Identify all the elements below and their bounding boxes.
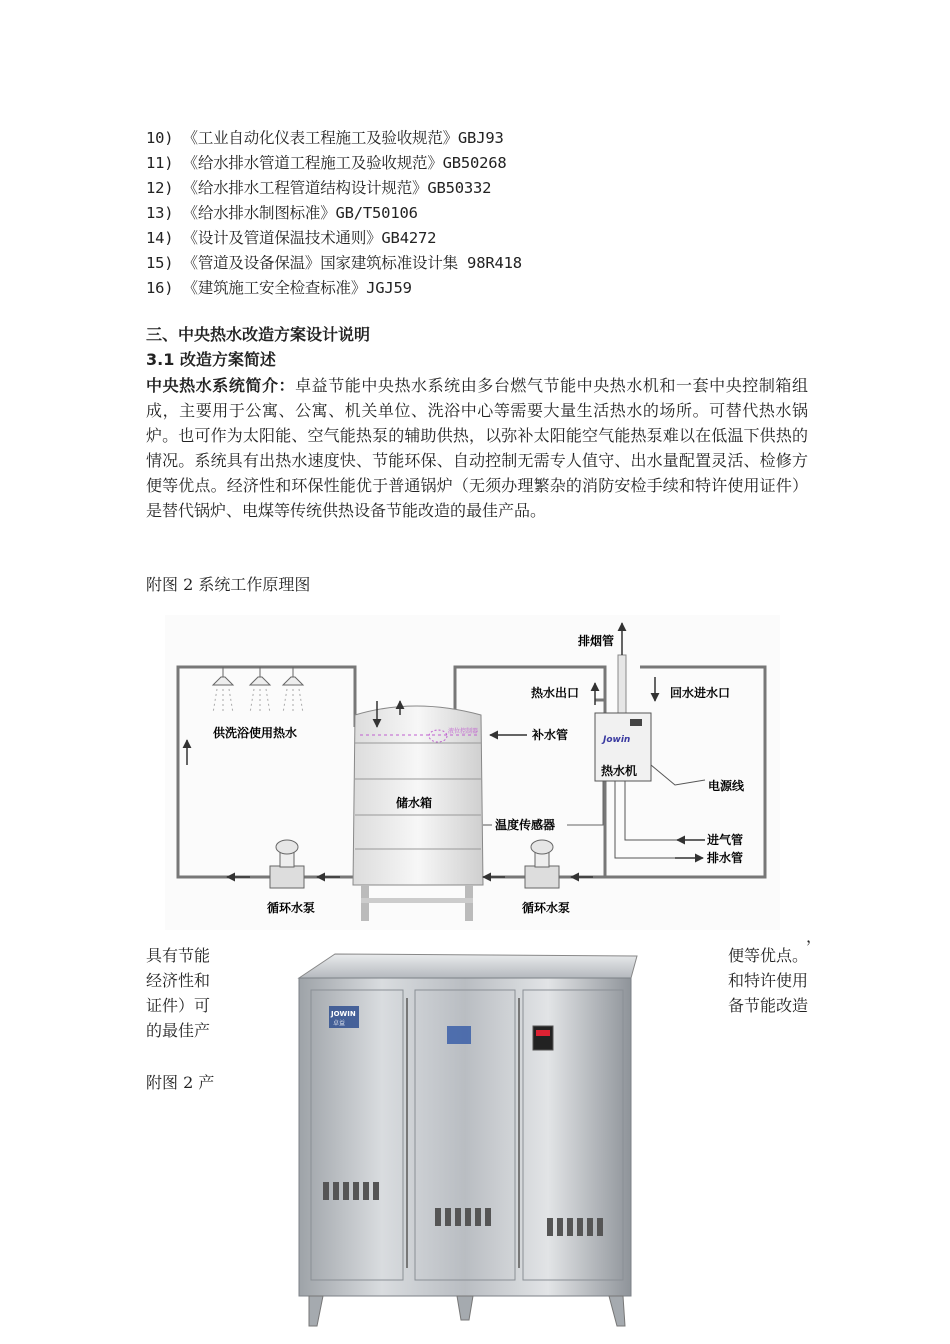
control-display (533, 1026, 553, 1050)
reference-list (146, 126, 522, 301)
para2-line4-left: 的最佳产 (146, 1021, 211, 1040)
subsection-title: 3.1 改造方案简述 (146, 350, 276, 369)
diagram-label-drain: 排水管 (707, 851, 744, 865)
reference-item: 11) 《给水排水管道工程施工及验收规范》GB50268 (146, 154, 507, 172)
diagram-label-level: 液位控制器 (448, 728, 479, 735)
para2-line3-left: 证件）可 (146, 996, 211, 1015)
reference-item: 13) 《给水排水制图标准》GB/T50106 (146, 204, 418, 222)
reference-item: 12) 《给水排水工程管道结构设计规范》GB50332 (146, 179, 492, 197)
section-title: 三、中央热水改造方案设计说明 (146, 325, 371, 344)
diagram-label-power: 电源线 (708, 779, 745, 793)
diagram-label-tank: 储水箱 (396, 796, 433, 810)
diagram-label-exhaust: 排烟管 (578, 634, 615, 648)
para2-line1-left: 具有节能 (146, 946, 211, 965)
diagram-label-gas: 进气管 (707, 833, 744, 847)
reference-item: 16) 《建筑施工安全检查标准》JGJ59 (146, 279, 412, 297)
diagram-label-sensor: 温度传感器 (495, 818, 556, 832)
diagram-label-pump-left: 循环水泵 (267, 901, 316, 915)
diagram-label-makeup: 补水管 (532, 728, 569, 742)
system-diagram (165, 615, 780, 930)
figure2-caption: 附图 2 产 (146, 1073, 215, 1092)
intro-body: 卓益节能中央热水系统由多台燃气节能中央热水机和一套中央控制箱组成，主要用于公寓、公寓、机关单位、洗浴中心等需要大量生活热水的场所。可替代热水锅炉。也可作为太阳能、空气能热泵的辅助供热，以弥补太阳能空气能热泵难以在低温下供热的情况。系统具有出热水速度快、节能环保、自动控制无需专人值守、出水量配置灵活、检修方便等优点。经济性和环保性能优于普通锅炉（无须办理繁杂的消防安检手续和特许使用证件）是替代锅炉、电煤等传统供热设备节能改造的最佳产品。 (146, 376, 808, 520)
diagram-label-hot-out: 热水出口 (531, 686, 580, 700)
diagram-label-pump-right: 循环水泵 (522, 901, 571, 915)
reference-item: 10) 《工业自动化仪表工程施工及验收规范》GBJ93 (146, 129, 504, 147)
product-brand-text: JOWIN (331, 1010, 356, 1018)
stray-comma: ， (806, 927, 823, 946)
diagram-label-shower: 供洗浴使用热水 (213, 726, 298, 740)
para2-line3-right: 备节能改造 (727, 996, 808, 1015)
diagram-heater-brand: Jowin (603, 735, 631, 745)
diagram-label-heater: 热水机 (601, 764, 638, 778)
para2-line2-right: 和特许使用 (727, 971, 808, 990)
intro-lead: 中央热水系统简介： (146, 376, 296, 395)
reference-item: 14) 《设计及管道保温技术通则》GB4272 (146, 229, 437, 247)
figure-caption: 附图 2 系统工作原理图 (146, 575, 311, 594)
para2-line1-right: 便等优点。 (727, 946, 808, 965)
reference-item: 15) 《管道及设备保温》国家建筑标准设计集 98R418 (146, 254, 522, 272)
diagram-label-return: 回水进水口 (670, 686, 731, 700)
intro-paragraph (146, 373, 808, 523)
product-brand-sub: 卓益 (333, 1020, 346, 1027)
para2-line2-left: 经济性和 (146, 971, 211, 990)
product-photo (287, 948, 643, 1333)
